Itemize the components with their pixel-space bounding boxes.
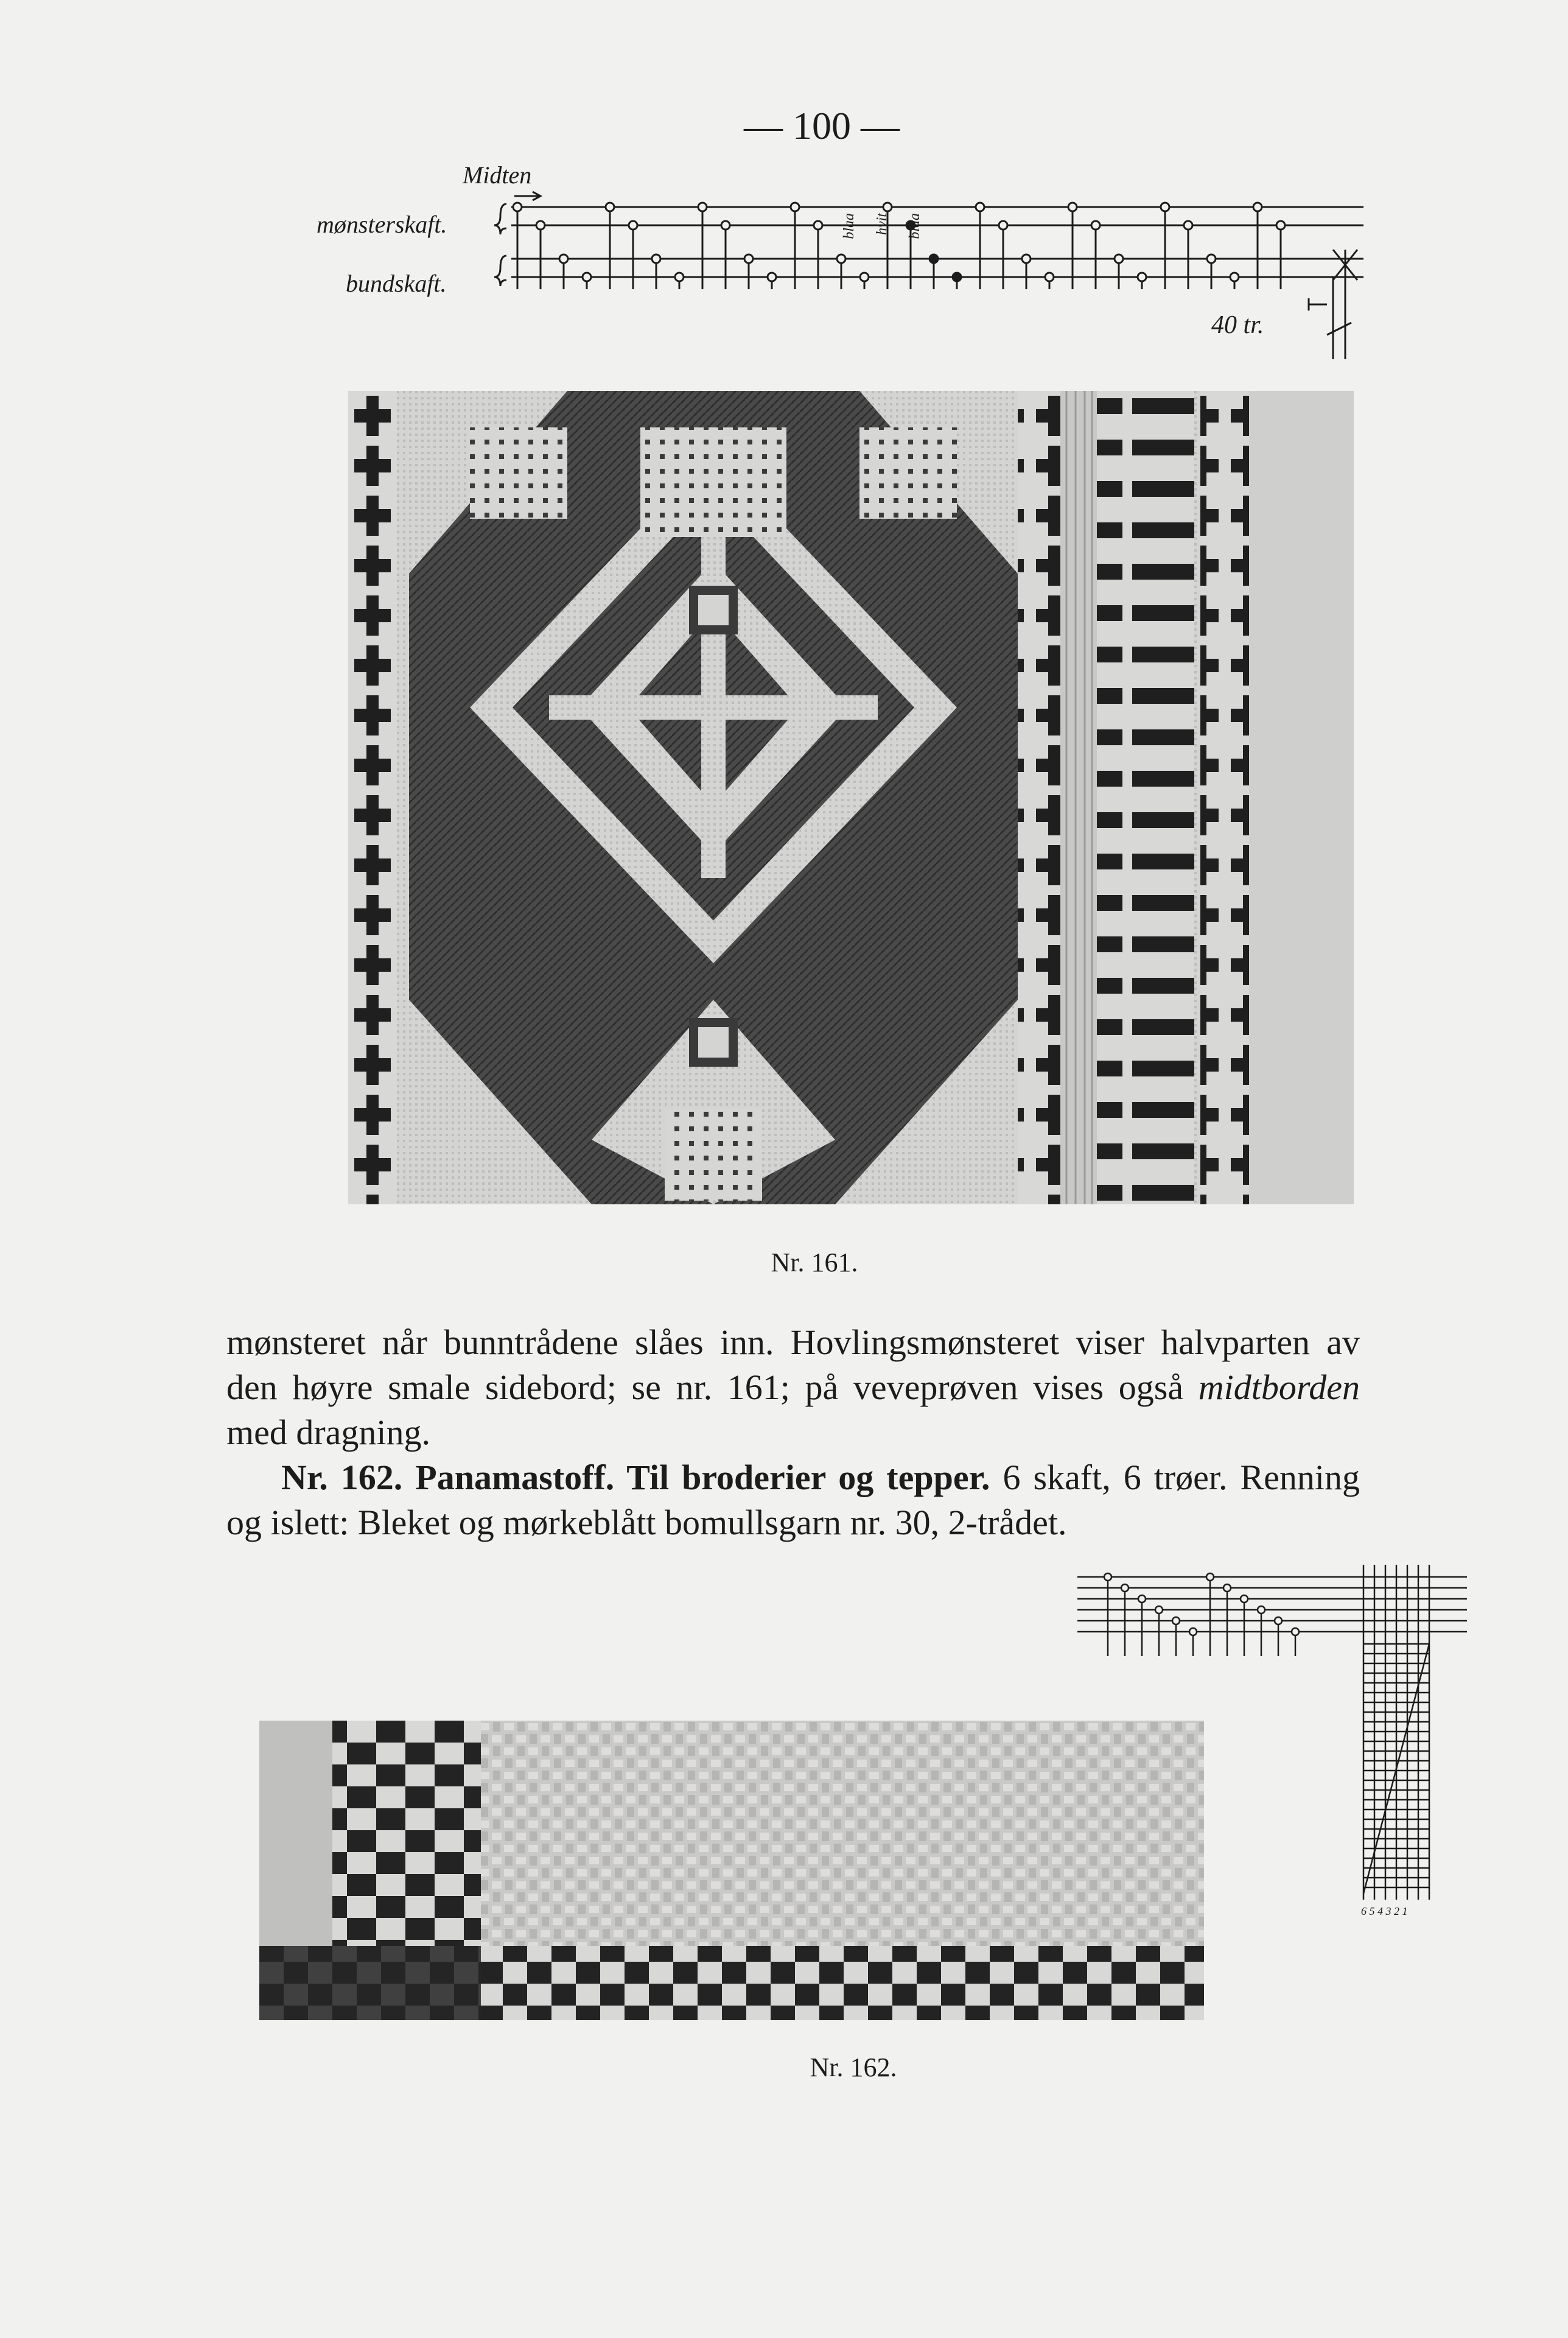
draft-tie-circle xyxy=(583,273,591,281)
figure-caption-162: Nr. 162. xyxy=(810,2052,897,2082)
draft-tie-circle xyxy=(1022,255,1031,263)
draft-tie-circle xyxy=(1091,221,1100,230)
draft162-tie-circle xyxy=(1172,1617,1180,1624)
text-line: med dragning. xyxy=(226,1413,431,1452)
draft-tie-circle xyxy=(536,221,545,230)
draft162-tie-circle xyxy=(1223,1584,1231,1592)
label-blaa-right: blaa xyxy=(907,213,923,239)
draft-tie-circle xyxy=(1184,221,1192,230)
treadle-numbers: 6 5 4 3 2 1 xyxy=(1361,1905,1408,1917)
draft162-tie-circle xyxy=(1275,1617,1282,1624)
label-hvit: hvit xyxy=(874,213,890,235)
weave-sample-photo-162 xyxy=(259,1721,1204,2020)
heading-title: Panamastoff. Til broderier og tepper. xyxy=(415,1458,990,1497)
draft-tie-circle xyxy=(1045,273,1054,281)
draft-tie-circle xyxy=(976,203,984,211)
draft162-tie-circle xyxy=(1121,1584,1129,1592)
draft-tie-circle xyxy=(791,203,799,211)
draft-tie-circle xyxy=(953,273,961,281)
draft-tie-circle xyxy=(744,255,753,263)
draft-tie-circle xyxy=(837,255,845,263)
draft162-tie-circle xyxy=(1189,1628,1197,1635)
heading-number: Nr. 162. xyxy=(281,1458,403,1497)
draft-tie-circle xyxy=(883,203,892,211)
draft162-tie-circle xyxy=(1104,1573,1111,1581)
label-40-threads: 40 tr. xyxy=(1211,311,1264,339)
draft-tie-circle xyxy=(860,273,869,281)
draft-tie-circle xyxy=(929,255,938,263)
label-bundskaft: bundskaft. xyxy=(346,270,447,297)
weave-sample-photo-161 xyxy=(348,391,1354,1204)
page-number: — 100 — xyxy=(744,104,900,147)
draft-tie-circle xyxy=(559,255,568,263)
figure-caption-161: Nr. 161. xyxy=(771,1248,858,1277)
draft-tie-circle xyxy=(1207,255,1216,263)
draft162-tie-circle xyxy=(1241,1595,1248,1603)
draft-tie-circle xyxy=(652,255,660,263)
draft-tie-circle xyxy=(768,273,776,281)
draft-tie-circle xyxy=(698,203,707,211)
draft-tie-circle xyxy=(1230,273,1239,281)
draft-tie-circle xyxy=(1161,203,1169,211)
draft-tie-circle xyxy=(675,273,684,281)
draft-tie-circle xyxy=(721,221,730,230)
text-line: den høyre smale sidebord; se nr. 161; på veveprøven vises også midtborden xyxy=(226,1367,1360,1407)
paragraph-nr-162: Nr. 162. Panamastoff. Til broderier og tepper. 6 skaft, 6 trøer. Renning og islett: Bleket og mørkeblått bomullsgarn nr. 30, 2-trådet. xyxy=(226,1458,1360,1542)
draft162-tie-circle xyxy=(1292,1628,1299,1635)
draft-tie-circle xyxy=(814,221,822,230)
draft-tie-circle xyxy=(1138,273,1146,281)
draft-tie-circle xyxy=(1115,255,1123,263)
draft162-tie-circle xyxy=(1138,1595,1146,1603)
label-monsterskaft: mønsterskaft. xyxy=(317,211,447,238)
draft162-tie-circle xyxy=(1206,1573,1214,1581)
body-text xyxy=(226,1320,1360,1545)
label-midten: Midten xyxy=(463,161,532,189)
label-blaa-left: blaa xyxy=(841,213,857,239)
emphasis-midtborden: midtborden xyxy=(1198,1367,1360,1407)
draft-tie-circle xyxy=(629,221,637,230)
draft162-tie-circle xyxy=(1155,1606,1163,1613)
draft-tie-circle xyxy=(606,203,614,211)
text-line: mønsteret når bunntrådene slåes inn. Hovlingsmønsteret viser halvparten av xyxy=(226,1322,1360,1362)
draft-tie-circle xyxy=(1068,203,1077,211)
draft-tie-circle xyxy=(513,203,522,211)
draft162-tie-circle xyxy=(1258,1606,1265,1613)
draft-tie-circle xyxy=(1253,203,1262,211)
draft-tie-circle xyxy=(999,221,1007,230)
draft-tie-circle xyxy=(1276,221,1285,230)
